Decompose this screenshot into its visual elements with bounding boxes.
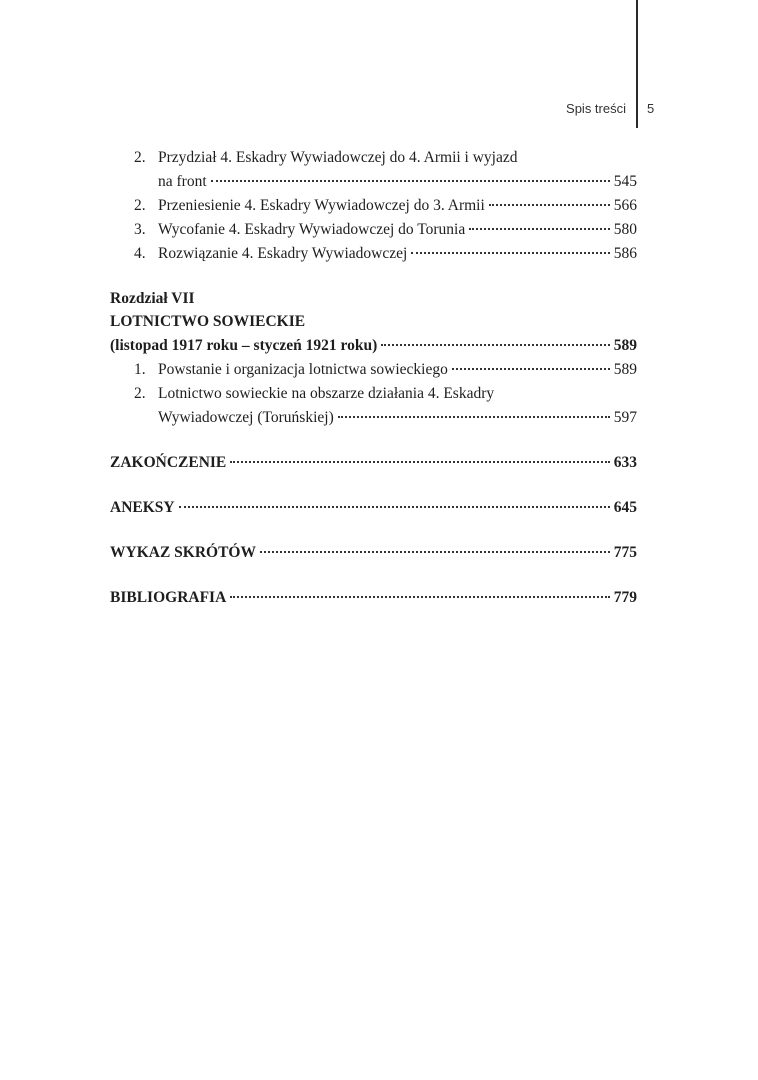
table-of-contents: [110, 146, 637, 610]
toc-entry-page: 580: [613, 221, 637, 238]
toc-entry-continuation[interactable]: [110, 406, 637, 430]
toc-entry-number: 3.: [134, 221, 146, 238]
dot-leader: [211, 180, 610, 182]
toc-entry-number: 1.: [134, 361, 146, 378]
toc-entry-continuation[interactable]: [110, 170, 637, 194]
running-header-page-number: 5: [647, 101, 655, 116]
toc-entry-title: Przeniesienie 4. Eskadry Wywiadowczej do 3. Armii: [158, 197, 485, 214]
toc-entry-number: 2.: [134, 385, 146, 402]
chapter-page: 589: [613, 337, 637, 354]
toc-entry-number: 2.: [134, 197, 146, 214]
toc-entry[interactable]: [110, 242, 637, 266]
toc-entry[interactable]: [110, 218, 637, 242]
toc-entry-page: 586: [613, 245, 637, 262]
section-page: 779: [613, 589, 637, 606]
dot-leader: [230, 461, 609, 463]
dot-leader: [381, 344, 609, 346]
section-title: WYKAZ SKRÓTÓW: [110, 544, 256, 561]
section-entry-bibliografia[interactable]: [110, 586, 637, 610]
toc-entry-title: Rozwiązanie 4. Eskadry Wywiadowczej: [158, 245, 408, 262]
toc-entry-title-continued: na front: [158, 173, 207, 190]
dot-leader: [469, 228, 610, 230]
section-entry-aneksy[interactable]: [110, 496, 637, 520]
section-title: ZAKOŃCZENIE: [110, 454, 227, 471]
header-vertical-rule: [636, 0, 638, 128]
section-page: 645: [613, 499, 637, 516]
chapter-subtitle: (listopad 1917 roku – styczeń 1921 roku): [110, 337, 378, 354]
dot-leader: [489, 204, 610, 206]
dot-leader: [411, 252, 609, 254]
toc-entry[interactable]: [110, 382, 637, 406]
toc-entry[interactable]: [110, 194, 637, 218]
running-header-label: Spis treści: [566, 101, 626, 116]
chapter-entry[interactable]: [110, 334, 637, 358]
section-title: ANEKSY: [110, 499, 175, 516]
section-title: BIBLIOGRAFIA: [110, 589, 227, 606]
toc-entry-title: Przydział 4. Eskadry Wywiadowczej do 4. Armii i wyjazd: [158, 149, 518, 166]
dot-leader: [260, 551, 610, 553]
section-page: 633: [613, 454, 637, 471]
toc-entry-title: Powstanie i organizacja lotnictwa sowieckiego: [158, 361, 448, 378]
toc-entry-number: 2.: [134, 149, 146, 166]
section-page: 775: [613, 544, 637, 561]
dot-leader: [230, 596, 609, 598]
dot-leader: [452, 368, 610, 370]
toc-entry-title-continued: Wywiadowczej (Toruńskiej): [158, 409, 334, 426]
toc-entry-page: 566: [613, 197, 637, 214]
toc-entry-page: 545: [613, 173, 637, 190]
chapter-title: [110, 310, 637, 334]
chapter-label: Rozdział VII: [110, 290, 195, 307]
toc-entry-page: 597: [613, 409, 637, 426]
toc-entry-page: 589: [613, 361, 637, 378]
toc-entry-title: Lotnictwo sowieckie na obszarze działania 4. Eskadry: [158, 385, 495, 402]
toc-entry-title: Wycofanie 4. Eskadry Wywiadowczej do Torunia: [158, 221, 466, 238]
section-entry-zakonczenie[interactable]: [110, 451, 637, 475]
dot-leader: [338, 416, 610, 418]
toc-entry[interactable]: [110, 358, 637, 382]
chapter-title-text: LOTNICTWO SOWIECKIE: [110, 313, 306, 330]
section-entry-wykaz-skrotow[interactable]: [110, 541, 637, 565]
toc-entry-number: 4.: [134, 245, 146, 262]
toc-entry[interactable]: [110, 146, 637, 170]
dot-leader: [179, 506, 610, 508]
